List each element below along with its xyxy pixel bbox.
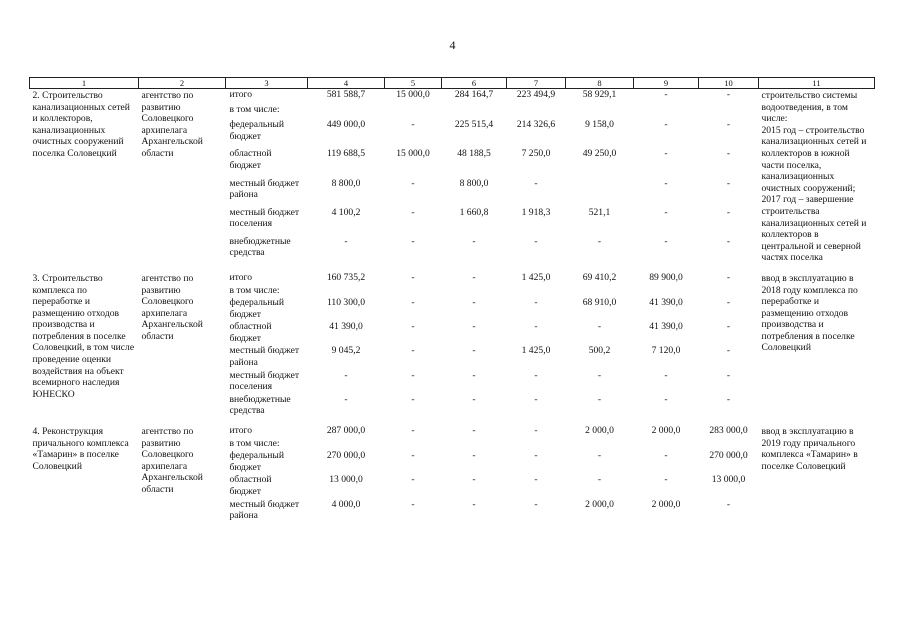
amount-cell — [442, 438, 507, 451]
amount-cell: 223 494,9 — [516, 89, 556, 100]
column-number-2: 2 — [139, 78, 226, 89]
amount-cell: - — [344, 369, 348, 381]
column-number-8: 8 — [566, 78, 634, 89]
amount-cell: - — [726, 321, 731, 333]
amount-cell: 270 000,0 — [326, 450, 366, 462]
column-number-3: 3 — [226, 78, 308, 89]
funding-source-cell: в том числе: — [229, 284, 280, 296]
funding-source-cell: местный бюджет поселения — [229, 206, 300, 230]
amount-cell: - — [411, 345, 415, 357]
amount-cell: 7 120,0 — [651, 345, 681, 357]
amount-cell: - — [664, 148, 668, 160]
amount-cell — [385, 438, 442, 451]
amount-cell — [634, 438, 699, 451]
amount-cell: - — [664, 474, 668, 486]
amount-cell — [699, 104, 759, 119]
amount-cell: - — [411, 498, 415, 510]
amount-cell: 284 164,7 — [454, 89, 494, 100]
separator-cell — [30, 418, 875, 425]
column-number-row — [30, 78, 875, 89]
amount-cell: 9 158,0 — [585, 119, 614, 131]
amount-cell: - — [534, 321, 538, 333]
table-row — [30, 425, 875, 438]
amount-cell: - — [472, 271, 476, 283]
responsible-cell: агентство по развитию Соловецкого архипелага Архангельской области — [141, 426, 203, 495]
column-number-4: 4 — [308, 78, 385, 89]
column-number-5: 5 — [385, 78, 442, 89]
funding-source-cell: областной бюджет — [229, 148, 272, 172]
amount-cell: - — [472, 321, 476, 333]
project-name-cell: 3. Строительство комплекса по переработке и размещению отходов производства и потребления в поселке Соловецкий, в том числе проведение оценки воздействия на объект всемирного наследия ЮНЕСКО — [32, 272, 135, 400]
amount-cell: - — [411, 393, 415, 405]
amount-cell: - — [726, 119, 731, 131]
funding-source-cell: итого — [229, 89, 252, 100]
funding-source-cell: в том числе: — [229, 437, 280, 449]
amount-cell: 8 800,0 — [331, 177, 361, 189]
funding-source-cell: федеральный бюджет — [229, 450, 285, 473]
funding-source-cell: внебюджетные средства — [229, 393, 291, 417]
project-name-cell: 4. Реконструкция причального комплекса «Тамарин» в поселке Соловецкий — [32, 426, 129, 472]
amount-cell: - — [664, 393, 668, 405]
amount-cell: - — [411, 369, 415, 381]
column-number-6: 6 — [442, 78, 507, 89]
amount-cell: - — [664, 450, 668, 462]
amount-cell: - — [472, 425, 476, 437]
amount-cell: - — [597, 474, 602, 486]
amount-cell: 68 910,0 — [582, 297, 617, 309]
amount-cell: - — [411, 119, 415, 131]
amount-cell — [385, 285, 442, 298]
column-number-11: 11 — [759, 78, 875, 89]
funding-source-cell: федеральный бюджет — [229, 119, 285, 142]
amount-cell: 2 000,0 — [651, 498, 681, 510]
amount-cell: 270 000,0 — [709, 450, 748, 462]
funding-source-cell: местный бюджет района — [229, 177, 300, 201]
amount-cell: - — [726, 393, 731, 405]
responsible-cell: агентство по развитию Соловецкого архипелага Архангельской области — [141, 272, 203, 342]
amount-cell — [385, 104, 442, 119]
amount-cell: - — [726, 235, 731, 247]
amount-cell: - — [534, 474, 538, 486]
amount-cell: 8 800,0 — [459, 177, 489, 189]
block-separator — [30, 418, 875, 425]
amount-cell: - — [411, 297, 415, 309]
amount-cell — [442, 285, 507, 298]
amount-cell: 41 390,0 — [329, 321, 363, 333]
amount-cell: - — [472, 235, 476, 247]
amount-cell: - — [472, 474, 476, 486]
amount-cell: 13 000,0 — [329, 474, 363, 486]
page-number: 4 — [449, 38, 456, 52]
amount-cell: 7 250,0 — [521, 148, 551, 160]
amount-cell: - — [726, 271, 731, 283]
amount-cell — [699, 438, 759, 451]
amount-cell: - — [597, 235, 602, 247]
amount-cell: - — [344, 235, 348, 247]
amount-cell: - — [726, 177, 731, 189]
amount-cell: - — [411, 425, 415, 437]
amount-cell — [699, 285, 759, 298]
amount-cell: - — [726, 148, 731, 160]
amount-cell: 1 425,0 — [521, 271, 551, 283]
amount-cell: - — [411, 206, 415, 218]
amount-cell: - — [534, 393, 538, 405]
amount-cell: 500,2 — [588, 345, 611, 357]
amount-cell: 581 588,7 — [326, 89, 366, 100]
amount-cell: 214 326,6 — [516, 119, 556, 131]
amount-cell: 13 000,0 — [711, 474, 746, 486]
amount-cell — [507, 438, 566, 451]
amount-cell: - — [534, 369, 538, 381]
amount-cell — [308, 104, 385, 119]
amount-cell: - — [411, 177, 415, 189]
amount-cell: - — [472, 297, 476, 309]
separator-cell — [30, 265, 875, 272]
expected-result-cell: ввод в эксплуатацию в 2019 году причального комплекса «Тамарин» в поселке Соловецкий — [761, 426, 858, 472]
amount-cell: 1 918,3 — [521, 206, 551, 218]
amount-cell: - — [411, 271, 415, 283]
amount-cell: 89 900,0 — [649, 271, 683, 283]
amount-cell: - — [472, 498, 476, 510]
amount-cell: 1 425,0 — [521, 345, 551, 357]
amount-cell: 9 045,2 — [331, 345, 361, 357]
project-name-cell: 2. Строительство канализационных сетей и коллекторов, канализационных очистных сооружений поселка Соловецкий — [32, 90, 130, 159]
amount-cell: - — [597, 321, 602, 333]
amount-cell: 69 410,2 — [582, 271, 617, 283]
amount-cell: - — [664, 89, 668, 100]
amount-cell: 2 000,0 — [585, 425, 614, 437]
amount-cell: - — [726, 498, 731, 510]
amount-cell: - — [597, 450, 602, 462]
amount-cell: - — [664, 206, 668, 218]
amount-cell: 2 000,0 — [585, 498, 614, 510]
amount-cell: 49 250,0 — [582, 148, 617, 160]
block-separator — [30, 265, 875, 272]
amount-cell: 58 929,1 — [582, 89, 617, 100]
funding-source-cell: итого — [229, 271, 252, 283]
funding-source-cell: местный бюджет поселения — [229, 369, 300, 393]
funding-source-cell: местный бюджет района — [229, 498, 300, 522]
amount-cell — [634, 104, 699, 119]
amount-cell: 449 000,0 — [326, 119, 366, 131]
funding-source-cell: внебюджетные средства — [229, 235, 291, 259]
amount-cell: - — [597, 369, 602, 381]
funding-source-cell: областной бюджет — [229, 321, 272, 344]
funding-source-cell: областной бюджет — [229, 474, 272, 497]
amount-cell: - — [534, 297, 538, 309]
amount-cell: - — [726, 297, 731, 309]
amount-cell: 4 100,2 — [331, 206, 361, 218]
amount-cell: - — [726, 369, 731, 381]
expected-result-cell: строительство системы водоотведения, в том числе: 2015 год – строительство канализационных сетей и коллекторов в южной части поселка, канализационных очистных сооружений; 2017 год – завершение строительства канализационных сетей и коллекторов в центральной и северной частях поселка — [761, 90, 867, 264]
table-body — [30, 89, 875, 523]
amount-cell: - — [726, 206, 731, 218]
funding-source-cell: местный бюджет района — [229, 345, 300, 369]
amount-cell: - — [472, 345, 476, 357]
budget-table-container — [29, 77, 875, 523]
funding-source-cell: в том числе: — [229, 104, 280, 116]
amount-cell — [566, 438, 634, 451]
amount-cell — [507, 104, 566, 119]
amount-cell: - — [534, 177, 538, 189]
amount-cell: - — [534, 498, 538, 510]
amount-cell — [507, 285, 566, 298]
amount-cell — [308, 285, 385, 298]
column-number-10: 10 — [699, 78, 759, 89]
funding-source-cell: итого — [229, 425, 252, 437]
amount-cell: 48 188,5 — [457, 148, 491, 160]
amount-cell: - — [411, 450, 415, 462]
amount-cell: 110 300,0 — [326, 297, 366, 309]
amount-cell: 283 000,0 — [709, 425, 748, 437]
amount-cell — [308, 438, 385, 451]
table-row — [30, 89, 875, 105]
column-number-1: 1 — [30, 78, 139, 89]
amount-cell: 41 390,0 — [649, 321, 683, 333]
responsible-cell: агентство по развитию Соловецкого архипелага Архангельской области — [141, 90, 203, 159]
amount-cell: - — [726, 345, 731, 357]
amount-cell: - — [411, 321, 415, 333]
amount-cell: - — [534, 425, 538, 437]
amount-cell: 119 688,5 — [326, 148, 366, 160]
amount-cell — [566, 285, 634, 298]
amount-cell: - — [664, 177, 668, 189]
column-number-9: 9 — [634, 78, 699, 89]
amount-cell — [566, 104, 634, 119]
amount-cell: - — [472, 450, 476, 462]
amount-cell: 41 390,0 — [649, 297, 683, 309]
amount-cell: - — [597, 393, 602, 405]
amount-cell: - — [411, 235, 415, 247]
amount-cell: - — [472, 393, 476, 405]
amount-cell — [566, 178, 634, 207]
amount-cell — [634, 285, 699, 298]
amount-cell: - — [534, 450, 538, 462]
funding-source-cell: федеральный бюджет — [229, 297, 285, 320]
column-number-7: 7 — [507, 78, 566, 89]
amount-cell: 1 660,8 — [459, 206, 489, 218]
expected-result-cell: ввод в эксплуатацию в 2018 году комплекса по переработке и размещению отходов производства и потребления в поселке Соловецкий — [761, 272, 858, 354]
budget-table — [29, 77, 875, 523]
amount-cell: 4 000,0 — [331, 498, 361, 510]
amount-cell: 2 000,0 — [651, 425, 681, 437]
table-row — [30, 272, 875, 285]
amount-cell: - — [664, 235, 668, 247]
amount-cell: 160 735,2 — [326, 271, 366, 283]
amount-cell: - — [411, 474, 415, 486]
amount-cell: - — [344, 393, 348, 405]
amount-cell: 225 515,4 — [454, 119, 494, 131]
amount-cell: - — [472, 369, 476, 381]
amount-cell: - — [664, 369, 668, 381]
amount-cell: 15 000,0 — [396, 89, 430, 100]
amount-cell: - — [664, 119, 668, 131]
amount-cell: 287 000,0 — [326, 425, 366, 437]
amount-cell — [442, 104, 507, 119]
amount-cell: - — [726, 89, 731, 100]
amount-cell: 521,1 — [588, 206, 611, 218]
amount-cell: - — [534, 235, 538, 247]
amount-cell: 15 000,0 — [396, 148, 430, 160]
